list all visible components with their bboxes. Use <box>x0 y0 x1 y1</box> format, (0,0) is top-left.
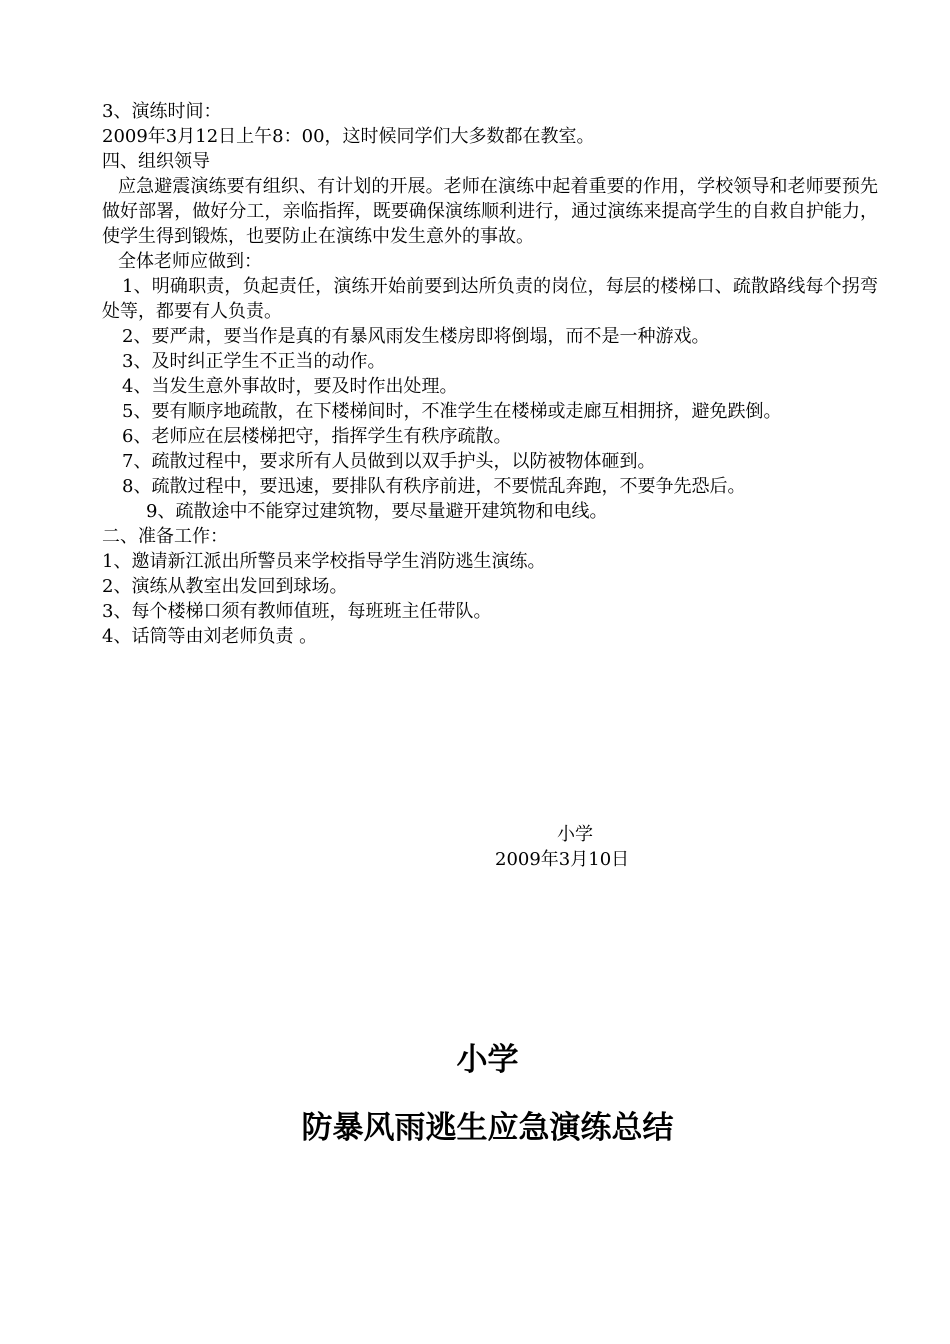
teacher-duties-heading: 全体老师应做到： <box>118 251 262 272</box>
section-preparation-heading: 二、准备工作： <box>102 526 228 547</box>
cover-document-title: 防暴风雨逃生应急演练总结 <box>301 1110 674 1146</box>
document-body <box>102 99 878 649</box>
teacher-duty-item: 7、疏散过程中，要求所有人员做到以双手护头，以防被物体砸到。 <box>122 451 656 472</box>
teacher-duty-item: 8、疏散过程中，要迅速，要排队有秩序前进，不要慌乱奔跑，不要争先恐后。 <box>122 476 746 497</box>
section-organization-heading: 四、组织领导 <box>102 151 210 172</box>
preparation-item: 3、每个楼梯口须有教师值班，每班班主任带队。 <box>102 601 492 622</box>
teacher-duty-item: 4、当发生意外事故时，要及时作出处理。 <box>122 376 458 397</box>
preparation-item: 1、邀请新江派出所警员来学校指导学生消防逃生演练。 <box>102 551 546 572</box>
signature-org: 小学 <box>557 824 593 845</box>
preparation-item: 2、演练从教室出发回到球场。 <box>102 576 348 597</box>
cover-school-name: 小学 <box>456 1042 519 1078</box>
preparation-item: 4、话筒等由刘老师负责 。 <box>102 626 318 647</box>
teacher-duty-item: 5、要有顺序地疏散，在下楼梯间时，不准学生在楼梯或走廊互相拥挤，避免跌倒。 <box>122 401 782 422</box>
teacher-duty-item: 3、及时纠正学生不正当的动作。 <box>122 351 386 372</box>
section-drill-time-heading: 3、演练时间： <box>102 101 222 122</box>
teacher-duty-item: 6、老师应在层楼梯把守，指挥学生有秩序疏散。 <box>122 426 512 447</box>
teacher-duty-item: 2、要严肃，要当作是真的有暴风雨发生楼房即将倒塌，而不是一种游戏。 <box>122 326 710 347</box>
signature-date: 2009年3月10日 <box>495 849 630 870</box>
drill-time-detail: 2009年3月12日上午8：00，这时候同学们大多数都在教室。 <box>102 126 595 147</box>
teacher-duty-item: 9、疏散途中不能穿过建筑物，要尽量避开建筑物和电线。 <box>146 501 608 522</box>
teacher-duty-item: 1、明确职责，负起责任，演练开始前要到达所负责的岗位，每层的楼梯口、疏散路线每个拐弯处等，都要有人负责。 <box>102 276 878 322</box>
organization-paragraph: 应急避震演练要有组织、有计划的开展。老师在演练中起着重要的作用，学校领导和老师要预先做好部署，做好分工，亲临指挥，既要确保演练顺利进行，通过演练来提高学生的自救自护能力，使学生得到锻炼，也要防止在演练中发生意外的事故。 <box>102 176 878 247</box>
